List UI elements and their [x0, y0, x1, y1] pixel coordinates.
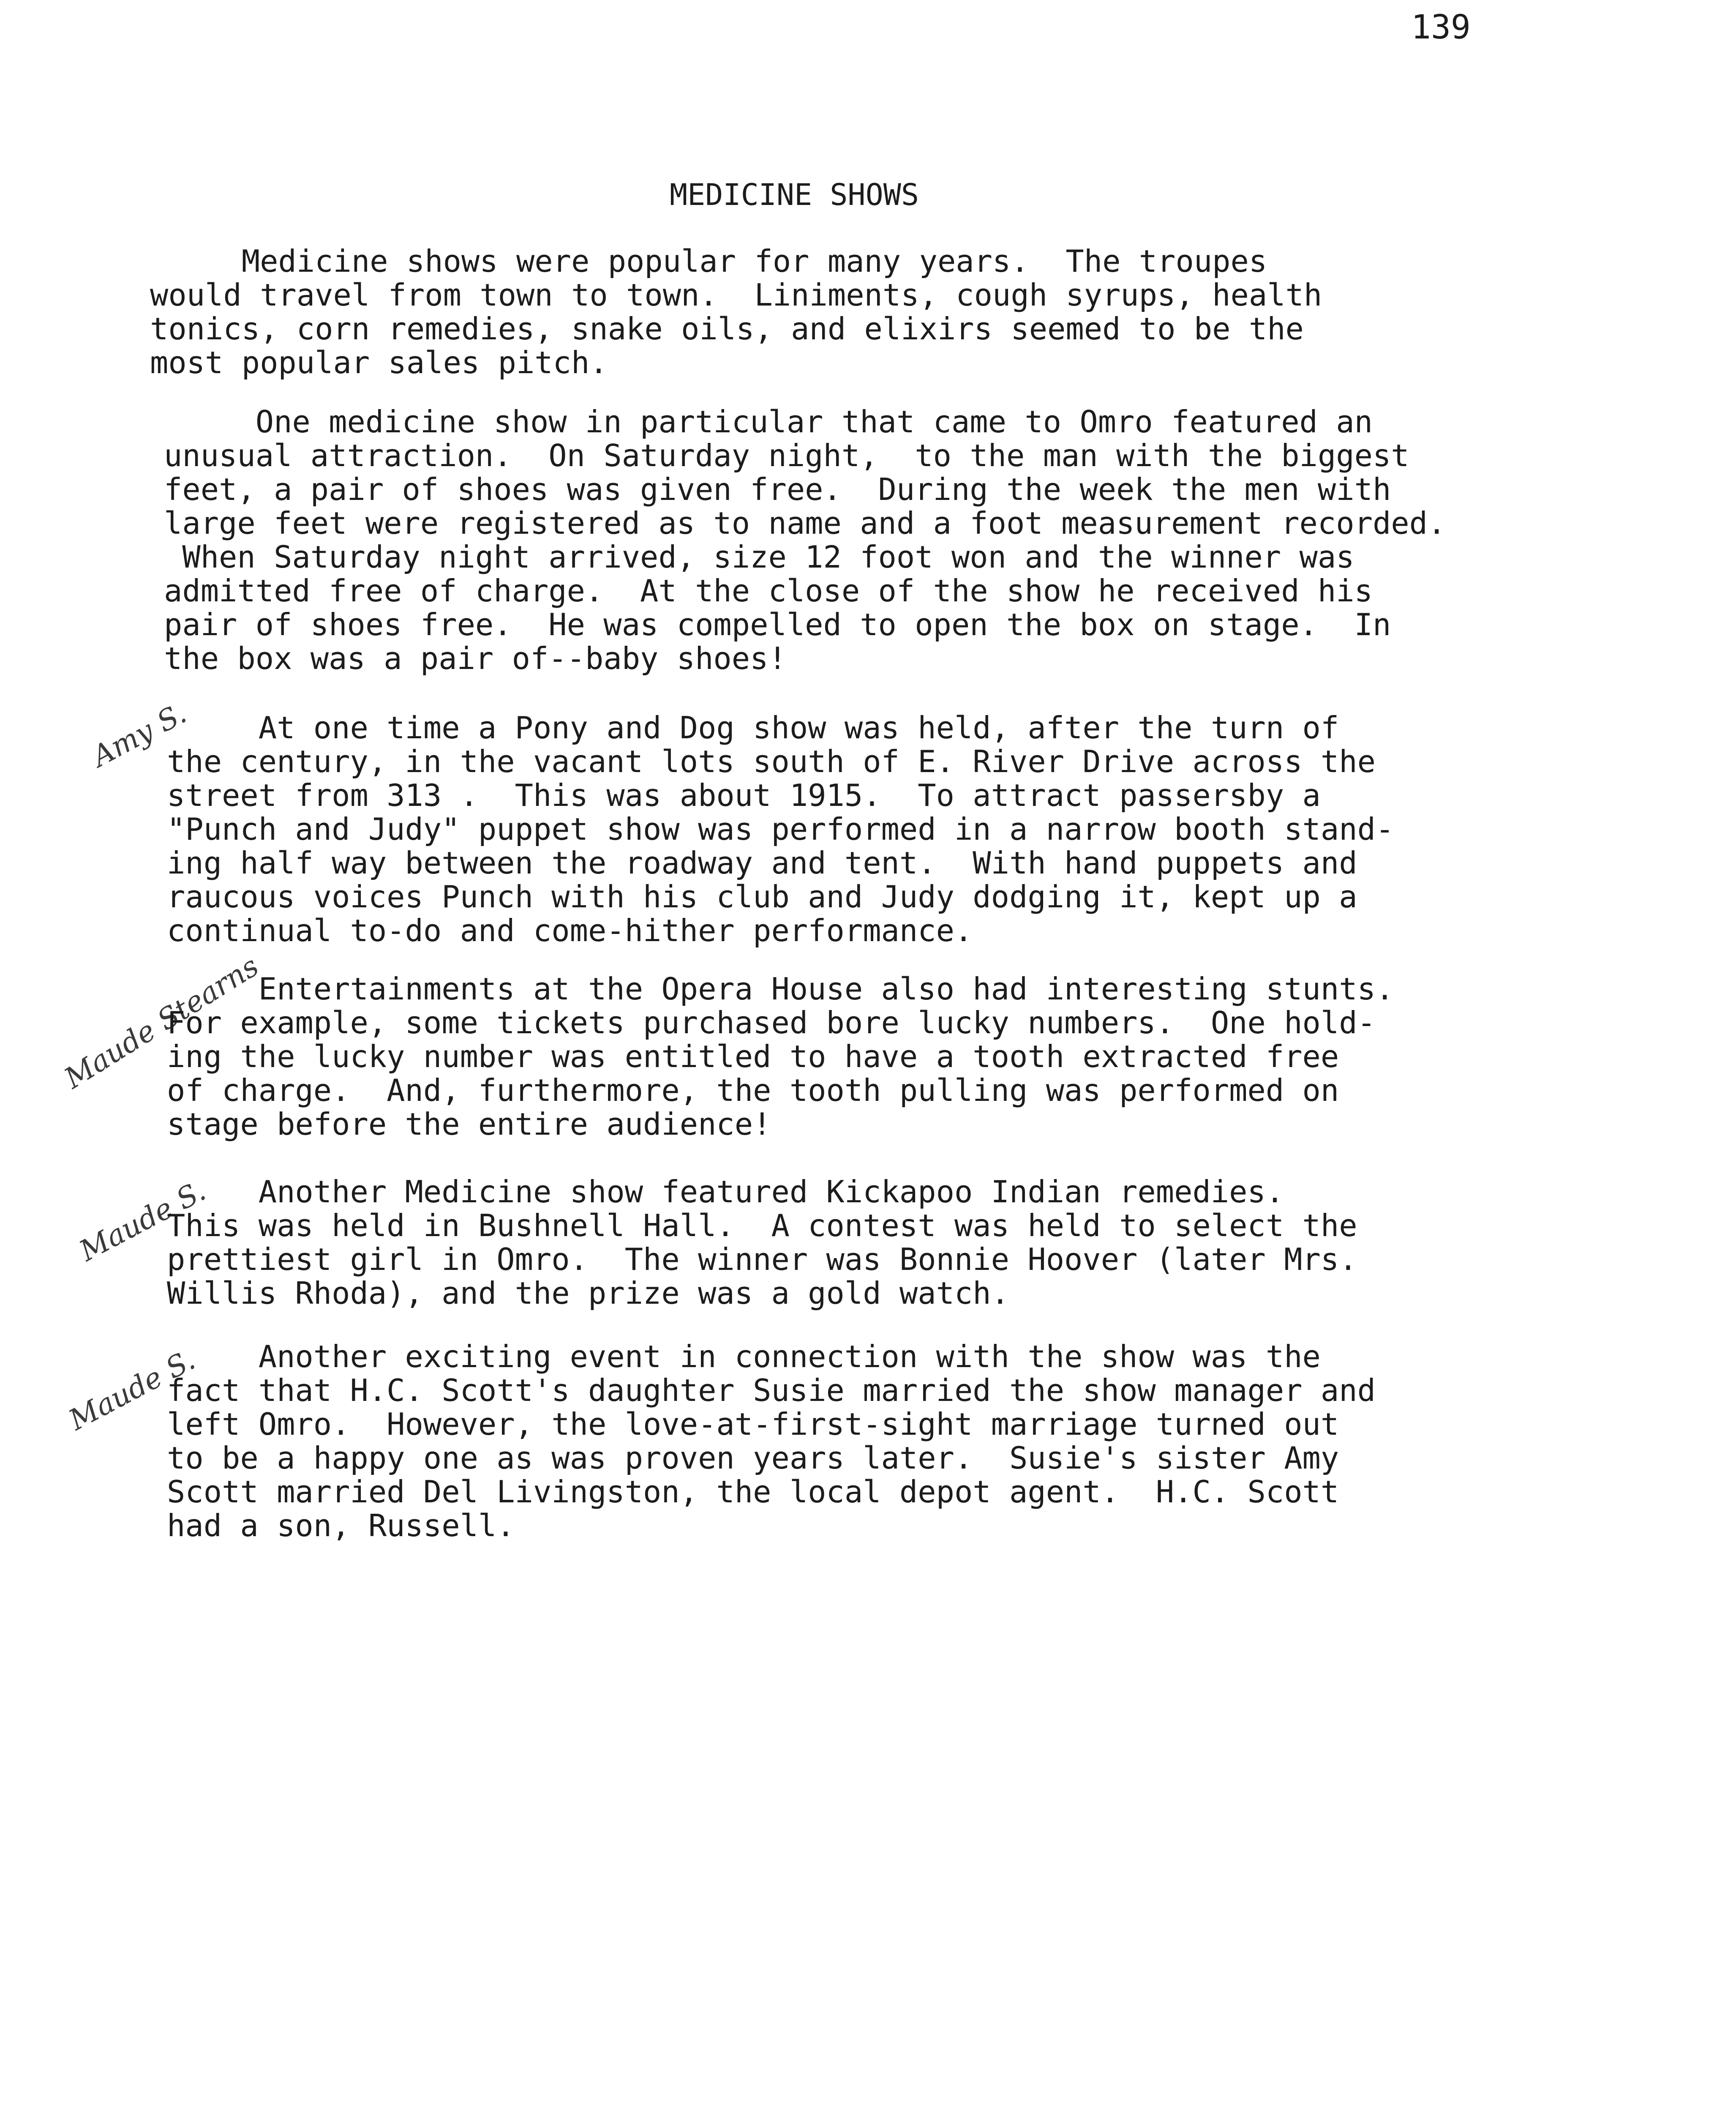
text-line: Medicine shows were popular for many years. The troupes: [150, 243, 1267, 279]
text-line: stage before the entire audience!: [167, 1106, 771, 1142]
text-line: When Saturday night arrived, size 12 foot won and the winner was: [164, 539, 1354, 575]
text-line: large feet were registered as to name and a foot measurement recorded.: [164, 505, 1446, 541]
text-line: most popular sales pitch.: [150, 345, 608, 380]
text-line: fact that H.C. Scott's daughter Susie married the show manager and: [167, 1373, 1376, 1408]
text-line: ing the lucky number was entitled to have a tooth extracted free: [167, 1039, 1339, 1074]
text-line: feet, a pair of shoes was given free. During the week the men with: [164, 472, 1391, 507]
paragraph: [167, 1175, 1357, 1310]
text-line: Another Medicine show featured Kickapoo Indian remedies.: [167, 1174, 1284, 1209]
text-line: Willis Rhoda), and the prize was a gold watch.: [167, 1275, 1009, 1311]
text-line: One medicine show in particular that came to Omro featured an: [164, 404, 1373, 440]
margin-note: Amy S.: [87, 696, 192, 774]
text-line: pair of shoes free. He was compelled to open the box on stage. In: [164, 607, 1391, 642]
paragraph: [167, 1340, 1376, 1542]
paragraph: [164, 405, 1446, 675]
text-line: At one time a Pony and Dog show was held, after the turn of: [167, 710, 1339, 745]
text-line: This was held in Bushnell Hall. A contest was held to select the: [167, 1208, 1357, 1243]
margin-note: Maude S.: [63, 1343, 201, 1437]
text-line: Entertainments at the Opera House also had interesting stunts.: [167, 971, 1394, 1007]
text-line: prettiest girl in Omro. The winner was Bonnie Hoover (later Mrs.: [167, 1242, 1357, 1277]
text-line: to be a happy one as was proven years later. Susie's sister Amy: [167, 1440, 1339, 1476]
text-line: For example, some tickets purchased bore lucky numbers. One hold-: [167, 1005, 1376, 1040]
paragraph: [150, 244, 1322, 379]
page-number: 139: [1411, 8, 1471, 46]
paragraph: [167, 711, 1394, 947]
text-line: the box was a pair of--baby shoes!: [164, 641, 787, 676]
text-line: the century, in the vacant lots south of E. River Drive across the: [167, 744, 1376, 779]
text-line: Another exciting event in connection with the show was the: [167, 1339, 1321, 1374]
text-line: raucous voices Punch with his club and Judy dodging it, kept up a: [167, 879, 1357, 915]
text-line: left Omro. However, the love-at-first-sight marriage turned out: [167, 1406, 1339, 1442]
text-line: Scott married Del Livingston, the local depot agent. H.C. Scott: [167, 1474, 1339, 1510]
text-line: street from 313 . This was about 1915. To attract passersby a: [167, 778, 1321, 813]
text-line: admitted free of charge. At the close of the show he received his: [164, 573, 1373, 609]
paragraph: [167, 972, 1394, 1141]
text-line: had a son, Russell.: [167, 1508, 515, 1543]
text-line: unusual attraction. On Saturday night, to the man with the biggest: [164, 438, 1409, 473]
margin-note: Maude S.: [74, 1174, 211, 1268]
text-line: "Punch and Judy" puppet show was performed in a narrow booth stand-: [167, 811, 1394, 847]
text-line: would travel from town to town. Liniments, cough syrups, health: [150, 277, 1322, 313]
text-line: ing half way between the roadway and tent. With hand puppets and: [167, 845, 1357, 881]
text-line: of charge. And, furthermore, the tooth pulling was performed on: [167, 1073, 1339, 1108]
page-title: MEDICINE SHOWS: [670, 177, 919, 212]
text-line: continual to-do and come-hither performance.: [167, 913, 973, 948]
text-line: tonics, corn remedies, snake oils, and elixirs seemed to be the: [150, 311, 1304, 347]
margin-note: Maude Stearns: [58, 949, 265, 1096]
